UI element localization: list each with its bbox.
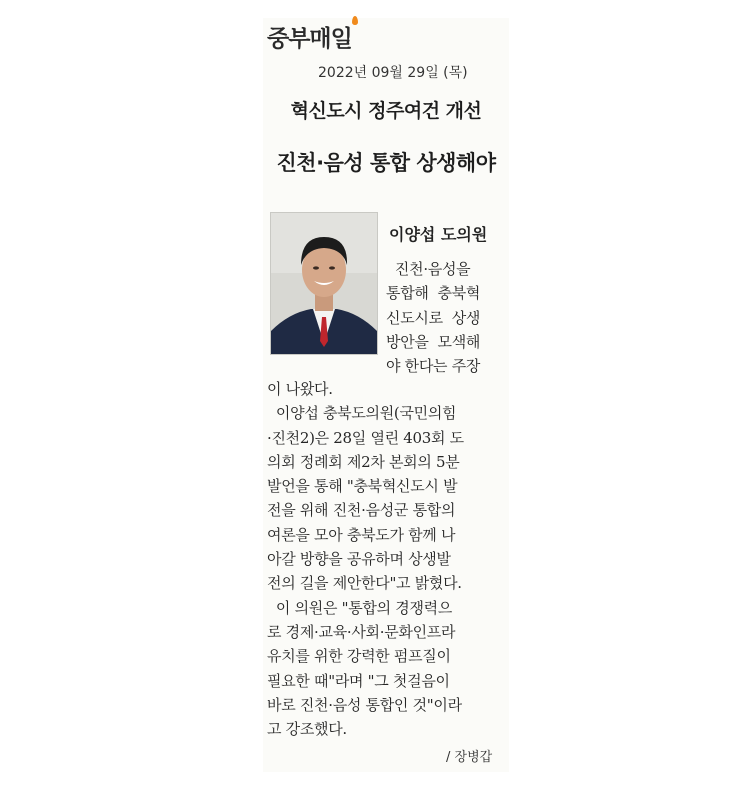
logo-flame-icon [352,16,358,25]
body-line: 발언을 통해 "충북혁신도시 발 [267,477,458,496]
newspaper-logo: 중부매일 [267,26,352,52]
reporter-byline: / 장병갑 [446,750,493,765]
body-line: 진천·음성을 [386,260,471,278]
body-line: 이양섭 충북도의원(국민의힘 [267,404,457,423]
author-photo [270,212,378,355]
headline-main: 진천·음성 통합 상생해야 [276,151,496,175]
article-body-narrow [386,257,506,378]
body-line: 이 나왔다. [267,380,333,398]
body-line: 신도시로 상생 [386,308,481,327]
body-line: 유치를 위한 강력한 펌프질이 [267,647,451,666]
portrait-illustration [271,213,377,354]
body-line: ·진천2)은 28일 열린 403회 도 [267,428,464,447]
headline-top: 혁신도시 정주여건 개선 [290,100,482,122]
body-line: 이 의원은 "통합의 경쟁력으 [267,598,453,617]
article-body-wide [267,377,507,741]
body-line: 바로 진천·음성 통합인 것"이라 [267,695,462,714]
body-line: 고 강조했다. [267,720,347,739]
body-line: 전을 위해 진천·음성군 통합의 [267,501,456,520]
body-line: 아갈 방향을 공유하며 상생발 [267,550,451,569]
body-line: 여론을 모아 충북도가 함께 나 [267,525,456,544]
body-line: 방안을 모색해 [386,332,481,351]
publication-date: 2022년 09월 29일 (목) [318,65,468,81]
body-line: 의회 정례회 제2차 본회의 5분 [267,452,460,471]
author-name: 이양섭 도의원 [389,225,488,244]
body-line: 야 한다는 주장 [386,357,481,376]
body-line: 로 경제·교육·사회·문화인프라 [267,622,456,641]
body-line: 통합해 충북혁 [386,284,481,303]
body-line: 필요한 때"라며 "그 첫걸음이 [267,671,450,690]
body-line: 전의 길을 제안한다"고 밝혔다. [267,574,462,593]
